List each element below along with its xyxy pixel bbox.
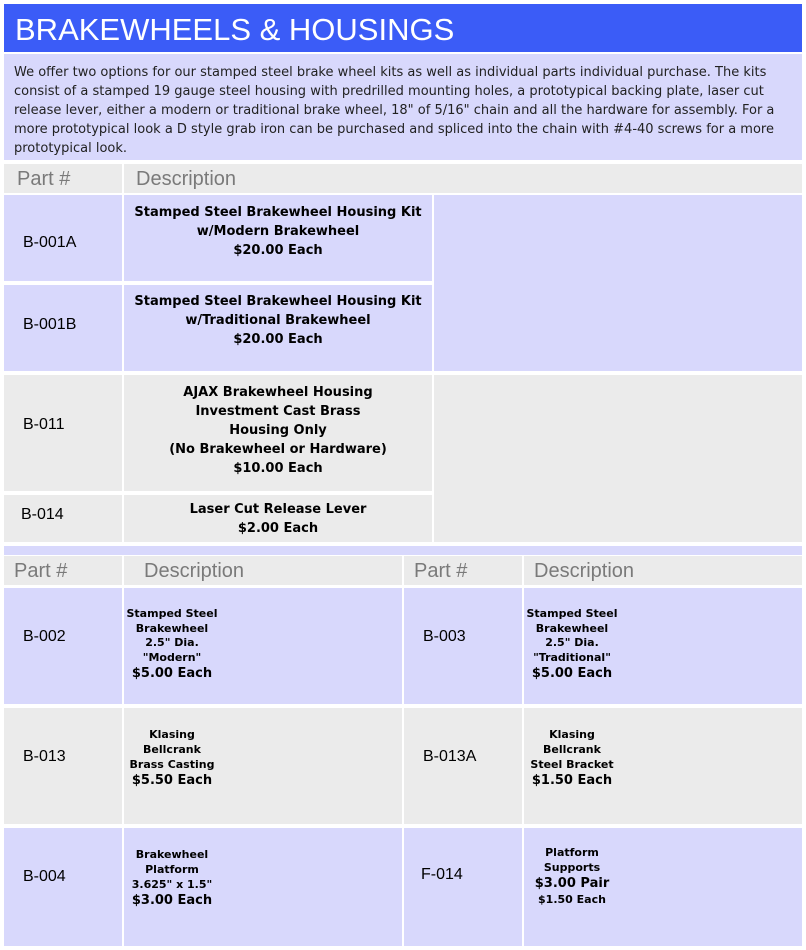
description-line: Platform	[545, 846, 599, 859]
description-line: "Traditional"	[533, 650, 611, 664]
table2-header-desc-right	[524, 556, 802, 585]
table2-header-desc-left	[124, 556, 402, 585]
description-line: Stamped Steel Brakewheel Housing Kit	[134, 294, 422, 309]
table-row	[4, 285, 122, 371]
description-line: Steel Bracket	[530, 758, 614, 771]
table1-header-desc	[124, 164, 802, 193]
table1-header-part	[4, 164, 122, 193]
price: $3.00 Pair	[534, 876, 610, 891]
table-row	[4, 375, 122, 491]
table2-header-desc-right-label: Description	[534, 560, 635, 582]
description-line: Platform	[145, 863, 199, 876]
part-number: B-013A	[423, 748, 477, 765]
description-line: Stamped Steel	[126, 607, 218, 620]
description-line: Klasing	[549, 728, 595, 741]
empty-cell	[434, 195, 802, 371]
table-row	[4, 588, 122, 704]
description-line: Stamped Steel	[526, 607, 618, 620]
description-line: (No Brakewheel or Hardware)	[169, 442, 387, 457]
table2-header-part-left-label: Part #	[14, 560, 68, 582]
price: $5.50 Each	[131, 773, 213, 788]
part-number: B-002	[23, 628, 66, 645]
description-cell	[124, 285, 432, 371]
part-number: B-003	[423, 628, 466, 645]
table2-header-part-right-label: Part #	[414, 560, 468, 582]
empty-cell	[434, 375, 802, 542]
description-cell	[524, 588, 802, 704]
description-line: 3.625" x 1.5"	[131, 878, 213, 891]
description-cell	[124, 375, 432, 491]
description-line: w/Traditional Brakewheel	[185, 313, 371, 328]
price-secondary: $1.50 Each	[538, 893, 606, 906]
price: $10.00 Each	[233, 461, 323, 476]
price: $5.00 Each	[531, 666, 613, 681]
description-line: Investment Cast Brass	[195, 404, 361, 419]
description-line: Housing Only	[229, 423, 327, 438]
description-line: w/Modern Brakewheel	[196, 224, 360, 239]
page-title: BRAKEWHEELS & HOUSINGS	[4, 4, 802, 52]
table-row	[4, 195, 122, 281]
price: $5.00 Each	[131, 666, 213, 681]
part-number: B-013	[23, 748, 66, 765]
description-line: Supports	[543, 861, 601, 874]
part-number: F-014	[421, 866, 463, 883]
description-line: Brass Casting	[129, 758, 215, 771]
table-row	[4, 828, 122, 946]
description-cell	[124, 588, 402, 704]
table2-header-part-left	[4, 556, 122, 585]
table-row	[404, 708, 522, 824]
description-line: Stamped Steel Brakewheel Housing Kit	[134, 205, 422, 220]
part-number: B-004	[23, 868, 66, 885]
description-line: Bellcrank	[543, 743, 601, 756]
price: $3.00 Each	[131, 893, 213, 908]
description-cell	[124, 195, 432, 281]
description-line: AJAX Brakewheel Housing	[183, 385, 373, 400]
table-separator	[4, 546, 802, 555]
description-line: 2.5" Dia.	[145, 636, 199, 649]
table-row	[404, 588, 522, 704]
price: $2.00 Each	[237, 521, 319, 536]
description-line: Brakewheel	[135, 848, 209, 861]
intro-paragraph: We offer two options for our stamped steel brake wheel kits as well as individual parts individual purchase. The kits consist of a stamped 19 gauge steel housing with predrilled mounting holes, a prototypical backing plate, laser cut release lever, either a modern or traditional brake wheel, 18" of 5/16" chain and all the hardware for assembly. For a more prototypical look a D style grab iron can be purchased and spliced into the chain with #4-40 screws for a more prototypical look.	[4, 54, 802, 160]
price: $1.50 Each	[531, 773, 613, 788]
table1-header-part-label: Part #	[17, 168, 71, 190]
description-line: "Modern"	[142, 650, 202, 664]
description-cell	[524, 708, 802, 824]
description-line: Brakewheel	[535, 621, 609, 635]
table1-header-desc-label: Description	[136, 168, 237, 190]
part-number: B-001A	[23, 234, 77, 251]
price: $20.00 Each	[233, 243, 323, 258]
description-line: Brakewheel	[135, 621, 209, 635]
table-row	[4, 495, 122, 542]
description-cell	[124, 708, 402, 824]
price: $20.00 Each	[233, 332, 323, 347]
table2-header-desc-left-label: Description	[144, 560, 245, 582]
table2-header-part-right	[404, 556, 522, 585]
description-line: Laser Cut Release Lever	[189, 502, 367, 517]
description-cell	[124, 828, 402, 946]
part-number: B-001B	[23, 316, 77, 333]
table-row	[404, 828, 522, 946]
description-line: 2.5" Dia.	[545, 636, 599, 649]
description-line: Bellcrank	[143, 743, 201, 756]
description-cell	[524, 828, 802, 946]
table-row	[4, 708, 122, 824]
part-number: B-014	[21, 506, 64, 523]
description-cell	[124, 495, 432, 542]
description-line: Klasing	[149, 728, 195, 741]
part-number: B-011	[23, 416, 65, 433]
